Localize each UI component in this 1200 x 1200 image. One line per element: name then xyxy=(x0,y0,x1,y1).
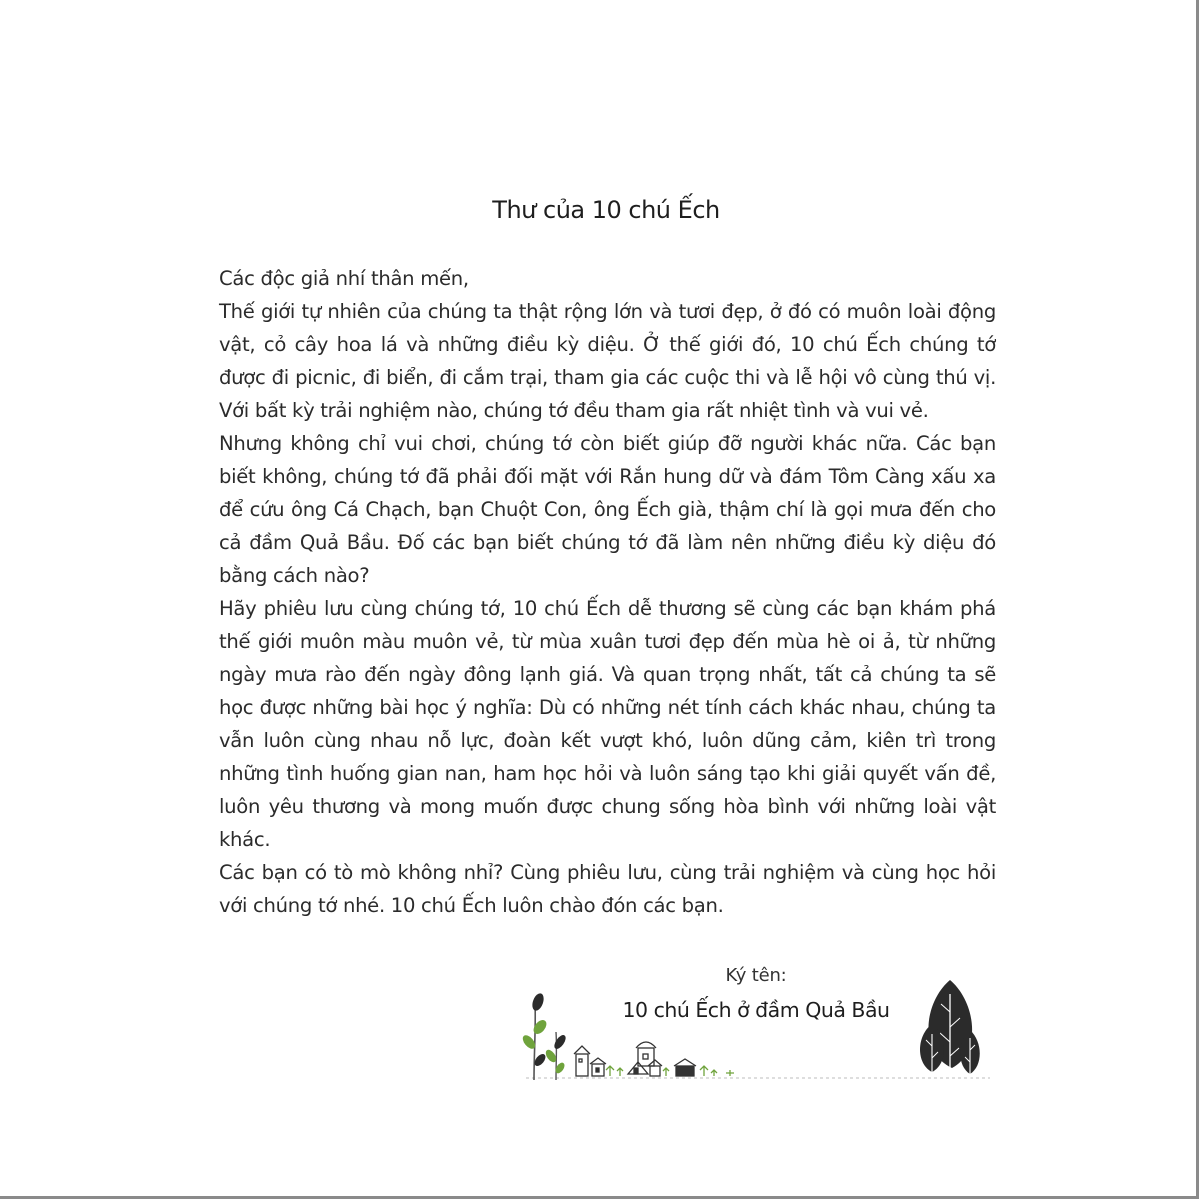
letter-greeting: Các độc giả nhí thân mến, xyxy=(219,267,469,290)
signature-decoration xyxy=(520,972,1010,1090)
letter-paragraph-1: Thế giới tự nhiên của chúng ta thật rộng lớn và tươi đẹp, ở đó có muôn loài động vật, cỏ cây hoa lá và những điều kỳ diệu. Ở thế giới đó, 10 chú Ếch chúng tớ được đi picnic, đi biển, đi cắm trại, tham gia các cuộc thi và lễ hội vô cùng thú vị. Với bất kỳ trải nghiệm nào, chúng tớ đều tham gia rất nhiệt tình và vui vẻ. xyxy=(219,300,996,422)
letter-paragraph-2: Nhưng không chỉ vui chơi, chúng tớ còn biết giúp đỡ người khác nữa. Các bạn biết không, chúng tớ đã phải đối mặt với Rắn hung dữ và đám Tôm Càng xấu xa để cứu ông Cá Chạch, bạn Chuột Con, ông Ếch già, thậm chí là gọi mưa đến cho cả đầm Quả Bầu. Đố các bạn biết chúng tớ đã làm nên những điều kỳ diệu đó bằng cách nào? xyxy=(219,432,996,587)
letter-title: Thư của 10 chú Ếch xyxy=(492,196,720,224)
letter-paragraph-4: Các bạn có tò mò không nhỉ? Cùng phiêu lưu, cùng trải nghiệm và cùng học hỏi với chúng tớ nhé. 10 chú Ếch luôn chào đón các bạn. xyxy=(219,861,996,917)
village-house-icon xyxy=(574,1042,734,1076)
signature-label: Ký tên: xyxy=(725,965,787,986)
tree-icon xyxy=(920,980,980,1080)
letter-paragraph-3: Hãy phiêu lưu cùng chúng tớ, 10 chú Ếch dễ thương sẽ cùng các bạn khám phá thế giới muôn màu muôn vẻ, từ mùa xuân tươi đẹp đến mùa hè oi ả, từ những ngày mưa rào đến ngày đông lạnh giá. Và quan trọng nhất, tất cả chúng ta sẽ học được những bài học ý nghĩa: Dù có những nét tính cách khác nhau, chúng ta vẫn luôn cùng nhau nỗ lực, đoàn kết vượt khó, luôn dũng cảm, kiên trì trong những tình huống gian nan, ham học hỏi và luôn sáng tạo khi giải quyết vấn đề, luôn yêu thương và mong muốn được chung sống hòa bình với những loài vật khác. xyxy=(219,597,996,851)
signature-name: 10 chú Ếch ở đầm Quả Bầu xyxy=(622,998,890,1022)
letter-body xyxy=(219,262,996,922)
